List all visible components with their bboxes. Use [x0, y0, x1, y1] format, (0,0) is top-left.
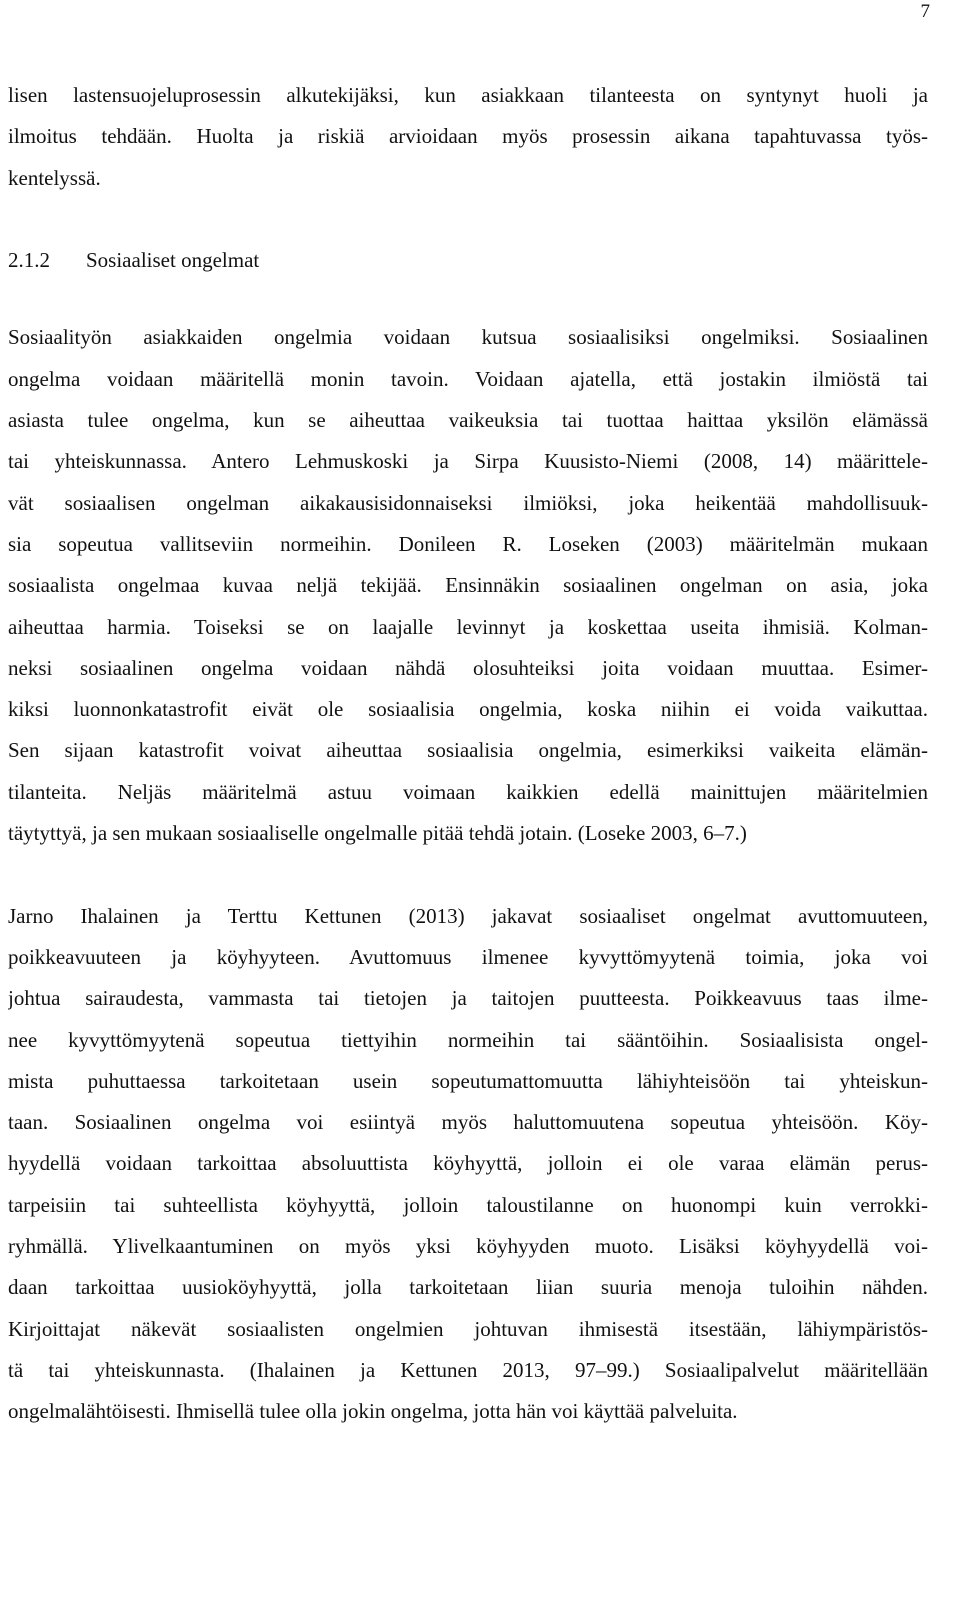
text-line: Sosiaalityön asiakkaiden ongelmia voidaan kutsua sosiaalisiksi ongelmiksi. Sosiaalinen — [8, 325, 928, 350]
paragraph-3 — [8, 896, 928, 1433]
section-title: Sosiaaliset ongelmat — [86, 248, 260, 273]
text-line: tarpeisiin tai suhteellista köyhyyttä, jolloin taloustilanne on huonompi kuin verrokki- — [8, 1192, 928, 1217]
text-line: lisen lastensuojeluprosessin alkutekijäksi, kun asiakkaan tilanteesta on syntynyt huoli ja — [8, 83, 928, 107]
text-line: sosiaalista ongelmaa kuvaa neljä tekijää. Ensinnäkin sosiaalinen ongelman on asia, joka — [8, 573, 928, 598]
text-line: tä tai yhteiskunnasta. (Ihalainen ja Kettunen 2013, 97–99.) Sosiaalipalvelut määritellään — [8, 1357, 928, 1382]
text-line: ilmoitus tehdään. Huolta ja riskiä arvioidaan myös prosessin aikana tapahtuvassa työs- — [8, 124, 928, 149]
text-line: johtua sairaudesta, vammasta tai tietojen ja taitojen puutteesta. Poikkeavuus taas ilme- — [8, 986, 928, 1011]
section-heading — [8, 240, 928, 281]
text-line: taan. Sosiaalinen ongelma voi esiintyä myös haluttomuutena sopeutua yhteisöön. Köy- — [8, 1110, 928, 1135]
text-line: ongelmalähtöisesti. Ihmisellä tulee olla jokin ongelma, jotta hän voi käyttää palveluita. — [8, 1399, 738, 1424]
text-line: Kirjoittajat näkevät sosiaalisten ongelmien johtuvan ihmisestä itsestään, lähiympäristös- — [8, 1316, 928, 1341]
paragraph-gap — [8, 854, 928, 895]
text-line: neksi sosiaalinen ongelma voidaan nähdä olosuhteiksi joita voidaan muuttaa. Esimer- — [8, 655, 928, 680]
text-line: ryhmällä. Ylivelkaantuminen on myös yksi köyhyyden muoto. Lisäksi köyhyydellä voi- — [8, 1234, 928, 1259]
page-number: 7 — [920, 1, 930, 22]
text-line: tilanteita. Neljäs määritelmä astuu voimaan kaikkien edellä mainittujen määritelmien — [8, 779, 928, 804]
text-line: ongelma voidaan määritellä monin tavoin. Voidaan ajatella, että jostakin ilmiöstä tai — [8, 366, 928, 391]
text-line: Jarno Ihalainen ja Terttu Kettunen (2013) jakavat sosiaaliset ongelmat avuttomuuteen, — [8, 903, 928, 928]
text-line: nee kyvyttömyytenä sopeutua tiettyihin normeihin tai sääntöihin. Sosiaalisista ongel- — [8, 1027, 928, 1052]
paragraph-2 — [8, 317, 928, 854]
text-line: täytyttyä, ja sen mukaan sosiaaliselle ongelmalle pitää tehdä jotain. (Loseke 2003, 6–7.) — [8, 821, 747, 846]
text-line: sia sopeutua vallitseviin normeihin. Donileen R. Loseken (2003) määritelmän mukaan — [8, 531, 928, 556]
paragraph-gap — [8, 281, 928, 317]
section-number: 2.1.2 — [8, 248, 50, 273]
text-line: tai yhteiskunnassa. Antero Lehmuskoski ja Sirpa Kuusisto-Niemi (2008, 14) määrittele- — [8, 449, 928, 474]
document-body — [8, 75, 928, 1433]
text-line: vät sosiaalisen ongelman aikakausisidonnaiseksi ilmiöksi, joka heikentää mahdollisuuk- — [8, 490, 928, 515]
paragraph-1 — [8, 75, 928, 199]
text-line: kiksi luonnonkatastrofit eivät ole sosiaalisia ongelmia, koska niihin ei voida vaikuttaa. — [8, 697, 928, 722]
text-line: asiasta tulee ongelma, kun se aiheuttaa vaikeuksia tai tuottaa haittaa yksilön elämässä — [8, 408, 928, 433]
text-line: aiheuttaa harmia. Toiseksi se on laajalle levinnyt ja koskettaa useita ihmisiä. Kolman- — [8, 614, 928, 639]
paragraph-gap — [8, 199, 928, 240]
text-line: mista puhuttaessa tarkoitetaan usein sopeutumattomuutta lähiyhteisöön tai yhteiskun- — [8, 1068, 928, 1093]
text-line: daan tarkoittaa uusioköyhyyttä, jolla tarkoitetaan liian suuria menoja tuloihin nähden. — [8, 1275, 928, 1300]
text-line: Sen sijaan katastrofit voivat aiheuttaa sosiaalisia ongelmia, esimerkiksi vaikeita elämän- — [8, 738, 928, 763]
text-line: hyydellä voidaan tarkoittaa absoluuttista köyhyyttä, jolloin ei ole varaa elämän perus- — [8, 1151, 928, 1176]
text-line: kentelyssä. — [8, 165, 101, 190]
text-line: poikkeavuuteen ja köyhyyteen. Avuttomuus ilmenee kyvyttömyytenä toimia, joka voi — [8, 944, 928, 969]
